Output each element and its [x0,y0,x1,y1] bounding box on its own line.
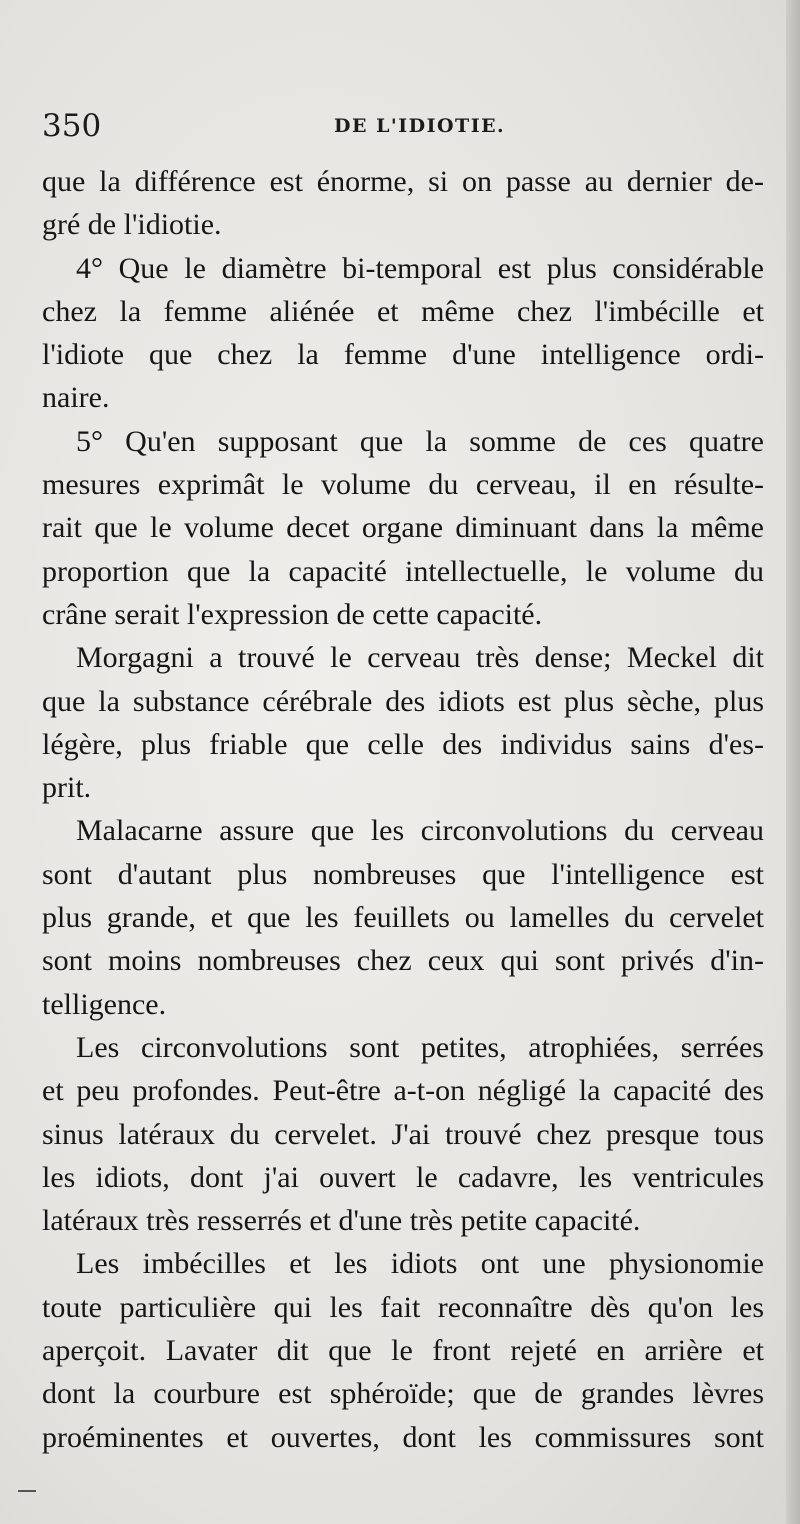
text-line: sinus latéraux du cervelet. J'ai trouvé chez presque tous [42,1117,764,1151]
running-head: DE L'IDIOTIE. [334,115,506,137]
text-line: gré de l'idiotie. [42,208,222,242]
text-line: dont la courbure est sphéroïde; que de grandes lèvres [42,1377,764,1411]
text-line: naire. [42,381,110,415]
text-line: rait que le volume decet organe diminuant dans la même [42,511,764,545]
text-line: Malacarne assure que les circonvolutions du cerveau [76,814,764,848]
page-number: 350 [42,108,102,144]
text-line: telligence. [42,987,167,1021]
text-line: Les circonvolutions sont petites, atrophiées, serrées [76,1030,764,1064]
text-line: 4° Que le diamètre bi-temporal est plus considérable [76,251,764,285]
body-text [42,160,764,1459]
text-line: et peu profondes. Peut-être a-t-on négligé la capacité des [42,1074,764,1108]
text-line: sont moins nombreuses chez ceux qui sont privés d'in- [42,944,764,978]
text-line: toute particulière qui les fait reconnaître dès qu'on les [42,1290,764,1324]
text-line: prit. [42,771,92,805]
text-line: proportion que la capacité intellectuelle, le volume du [42,554,764,588]
text-line: crâne serait l'expression de cette capacité. [42,597,543,631]
text-line: que la substance cérébrale des idiots est plus sèche, plus [42,684,764,718]
page-gutter-shadow [786,0,800,1524]
text-line: Les imbécilles et les idiots ont une physionomie [76,1247,764,1281]
margin-mark [18,1490,36,1492]
text-line: plus grande, et que les feuillets ou lamelles du cervelet [42,901,764,935]
text-line: Morgagni a trouvé le cerveau très dense; Meckel dit [76,641,764,675]
text-line: sont d'autant plus nombreuses que l'intelligence est [42,857,764,891]
text-line: que la différence est énorme, si on passe au dernier de- [42,165,764,198]
text-line: latéraux très resserrés et d'une très petite capacité. [42,1204,641,1238]
text-line: les idiots, dont j'ai ouvert le cadavre, les ventricules [42,1160,764,1194]
text-line: proéminentes et ouvertes, dont les commissures sont [42,1420,764,1454]
page-header [42,106,762,146]
text-line: chez la femme aliénée et même chez l'imbécille et [42,294,764,328]
text-line: 5° Qu'en supposant que la somme de ces quatre [76,424,764,458]
text-line: l'idiote que chez la femme d'une intelligence ordi- [42,338,764,372]
text-line: légère, plus friable que celle des individus sains d'es- [42,727,764,761]
text-line: mesures exprimât le volume du cerveau, il en résulte- [42,468,764,502]
text-line: aperçoit. Lavater dit que le front rejeté en arrière et [42,1334,764,1368]
